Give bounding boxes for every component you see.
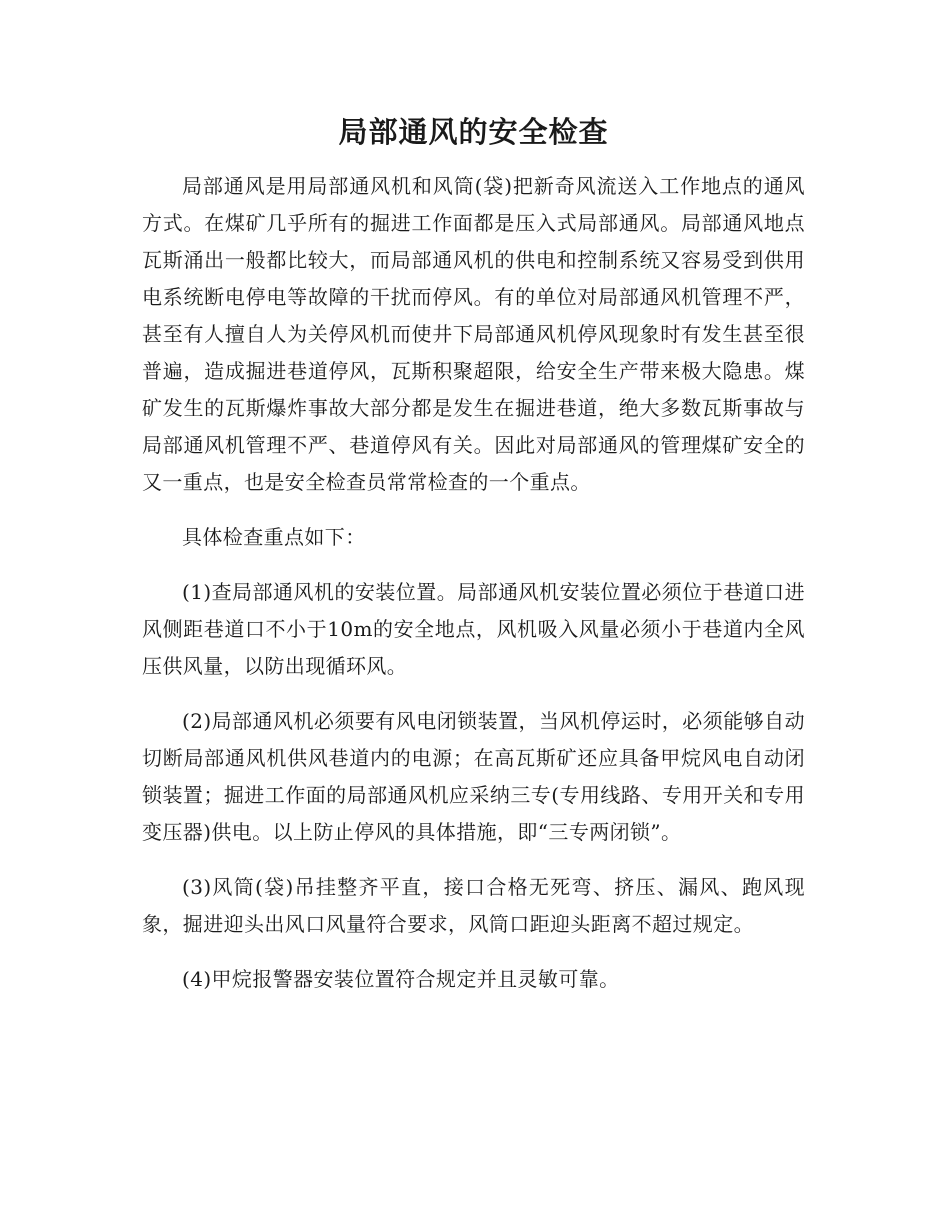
paragraph-item-4: (4)甲烷报警器安装位置符合规定并且灵敏可靠。 (182, 967, 620, 991)
paragraph-checklist-heading: 具体检查重点如下： (182, 525, 366, 549)
paragraph-item-3: (3)风筒(袋)吊挂整齐平直，接口合格无死弯、挤压、漏风、跑风现象，掘进迎头出风口风量符合要求，风筒口距迎头距离不超过规定。 (142, 875, 805, 936)
paragraph-item-1: (1)查局部通风机的安装位置。局部通风机安装位置必须位于巷道口进风侧距巷道口不小于10m的安全地点，风机吸入风量必须小于巷道内全风压供风量，以防出现循环风。 (142, 580, 805, 678)
paragraph-item-2: (2)局部通风机必须要有风电闭锁装置，当风机停运时，必须能够自动切断局部通风机供风巷道内的电源；在高瓦斯矿还应具备甲烷风电自动闭锁装置；掘进工作面的局部通风机应采纳三专(专用线路、专用开关和专用变压器)供电。以上防止停风的具体措施，即“三专两闭锁”。 (142, 709, 805, 844)
paragraph-intro: 局部通风是用局部通风机和风筒(袋)把新奇风流送入工作地点的通风方式。在煤矿几乎所有的掘进工作面都是压入式局部通风。局部通风地点瓦斯涌出一般都比较大，而局部通风机的供电和控制系统又容易受到供用电系统断电停电等故障的干扰而停风。有的单位对局部通风机管理不严，甚至有人擅自人为关停风机而使井下局部通风机停风现象时有发生甚至很普遍，造成掘进巷道停风，瓦斯积聚超限，给安全生产带来极大隐患。煤矿发生的瓦斯爆炸事故大部分都是发生在掘进巷道，绝大多数瓦斯事故与局部通风机管理不严、巷道停风有关。因此对局部通风的管理煤矿安全的又一重点，也是安全检查员常常检查的一个重点。 (142, 174, 805, 494)
document-title: 局部通风的安全检查 (338, 115, 609, 149)
